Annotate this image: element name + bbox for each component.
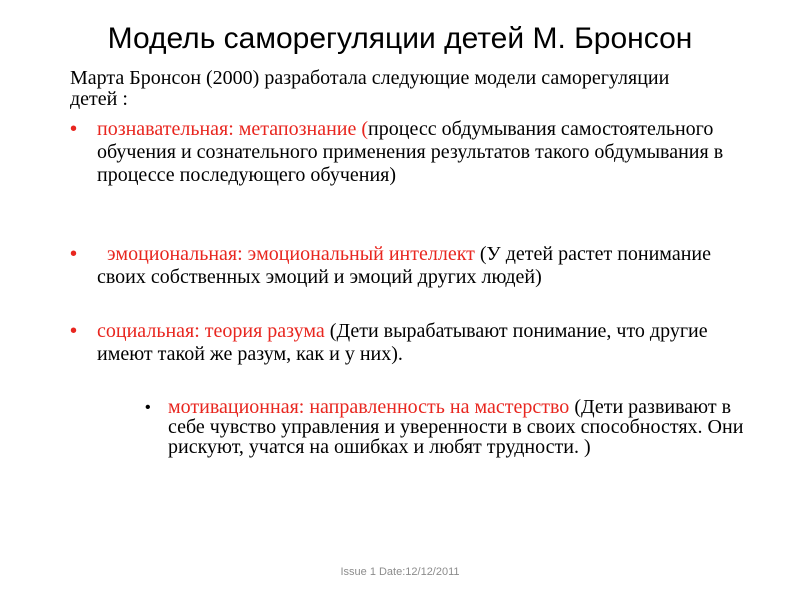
slide-title: Модель саморегуляции детей М. Бронсон [107, 22, 693, 55]
bullet-description: (Дети вырабатывают понимание, что другие имеют такой же разум, как и у них). [97, 320, 708, 365]
bullet-marker: • [70, 243, 78, 265]
bullet-emotional [70, 243, 750, 293]
bullet-highlight: эмоциональная: эмоциональный интеллект [107, 243, 480, 265]
bullet-text [97, 118, 747, 187]
bullet-description: процесс обдумывания самостоятельного обучения и сознательного применения результатов такого обдумывания в процессе последующего обучения) [97, 118, 724, 186]
bullet-marker: • [145, 399, 151, 416]
bullet-text [97, 243, 747, 289]
bullet-highlight: мотивационная: направленность на мастерство [168, 396, 575, 418]
bullet-highlight: социальная: теория разума [97, 320, 330, 342]
bullet-highlight: познавательная: метапознание ( [97, 118, 369, 140]
bullet-text [97, 320, 747, 366]
footer-issue-date: Issue 1 Date:12/12/2011 [340, 566, 460, 578]
bullet-marker: • [70, 118, 78, 140]
bullet-marker: • [70, 320, 78, 342]
intro-paragraph: Марта Бронсон (2000) разработала следующие модели саморегуляции детей : [70, 67, 670, 110]
bullet-description: (Дети развивают в себе чувство управления и уверенности в своих способностях. Они рискуют, учатся на ошибках и любят трудности. ) [168, 396, 744, 458]
bullet-cognitive [70, 118, 750, 208]
bullet-social [70, 320, 750, 370]
bullet-text [168, 397, 758, 457]
bullet-description: (У детей растет понимание своих собственных эмоций и эмоций других людей) [97, 243, 711, 288]
